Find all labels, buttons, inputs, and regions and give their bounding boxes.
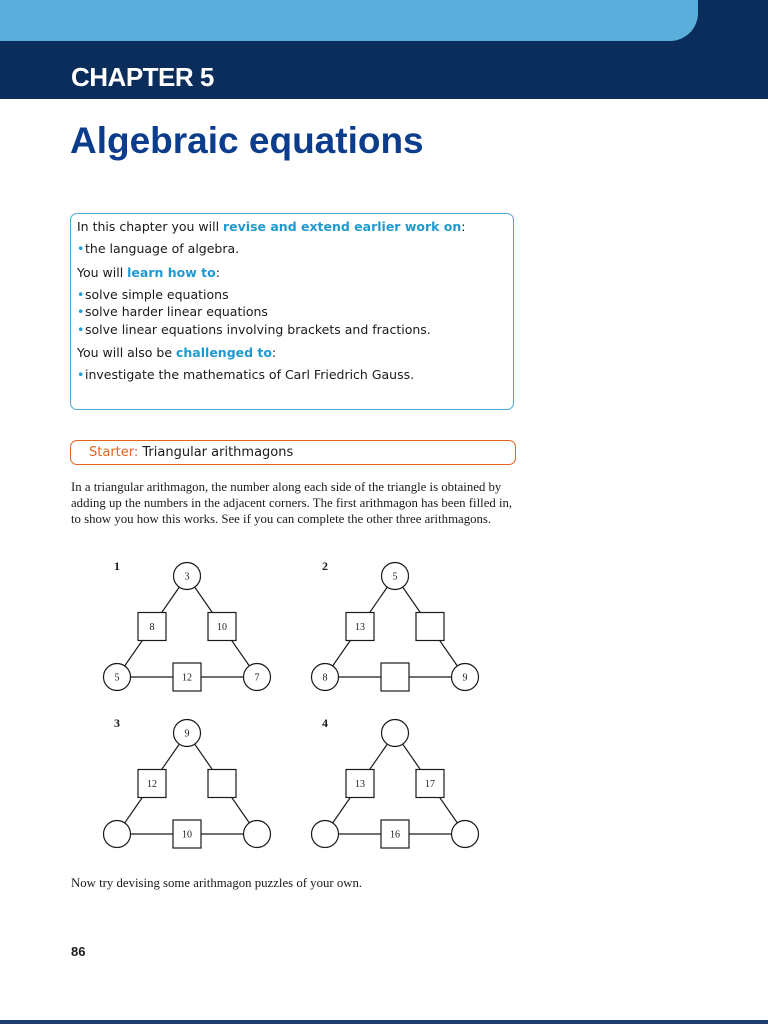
side-value: 12 [147,779,157,790]
corner-value: 9 [462,672,468,684]
arithmagon-number: 4 [322,716,328,730]
side-value: 12 [182,672,192,684]
corner-value: 9 [184,728,190,740]
objective-item: • solve simple equations [77,286,507,304]
side-value: 16 [390,829,400,841]
corner-value: 5 [114,672,120,684]
objective-item: • the language of algebra. [77,240,507,258]
right-corner-circle [244,821,271,848]
side-value: 10 [217,622,227,633]
side-value: 13 [355,779,365,790]
page-number: 86 [71,944,86,959]
corner-value: 8 [322,672,328,684]
objective-item: • solve linear equations involving brackets and fractions. [77,321,507,339]
intro-paragraph: In a triangular arithmagon, the number along each side of the triangle is obtained by adding up the numbers in the adjacent corners. The first arithmagon has been filled in, to show you how this works. See if you can complete the other three arithmagons. [71,480,513,526]
top-corner-circle [382,720,409,747]
corner-value: 7 [254,672,260,684]
corner-value: 3 [184,571,190,583]
revise-highlight: revise and extend earlier work on [223,219,462,234]
starter-label: Starter: [89,445,139,460]
learn-highlight: learn how to [127,264,216,280]
learn-suffix: : [215,264,220,280]
objective-item: • investigate the mathematics of Carl Friedrich Gauss. [77,366,507,384]
challenge-prefix: You will also be [77,345,176,360]
arithmagon-number: 2 [322,559,328,573]
starter-title: Triangular arithmagons [142,445,294,460]
objective-item: • solve harder linear equations [77,303,507,321]
revise-suffix: : [461,219,466,234]
page-title: Algebraic equations [70,120,424,161]
side-value: 13 [355,622,365,633]
bottom-side-box [381,663,409,691]
left-corner-circle [312,821,339,848]
side-value: 17 [425,779,435,790]
arithmagon-number: 1 [114,559,120,573]
learn-prefix: You will [77,264,128,280]
header-band-light [0,0,698,41]
bottom-rule [0,1020,768,1024]
right-corner-circle [452,821,479,848]
side-value: 8 [149,622,155,633]
chapter-label: CHAPTER 5 [71,62,214,92]
right-side-box [416,613,444,641]
corner-value: 5 [392,571,398,583]
left-corner-circle [104,821,131,848]
challenge-suffix: : [271,345,277,360]
arithmagon-number: 3 [114,716,120,730]
outro-paragraph: Now try devising some arithmagon puzzles of your own. [71,876,363,890]
revise-prefix: In this chapter you will [77,219,224,234]
right-side-box [208,770,236,798]
challenge-highlight: challenged to [176,345,272,360]
side-value: 10 [182,829,192,841]
